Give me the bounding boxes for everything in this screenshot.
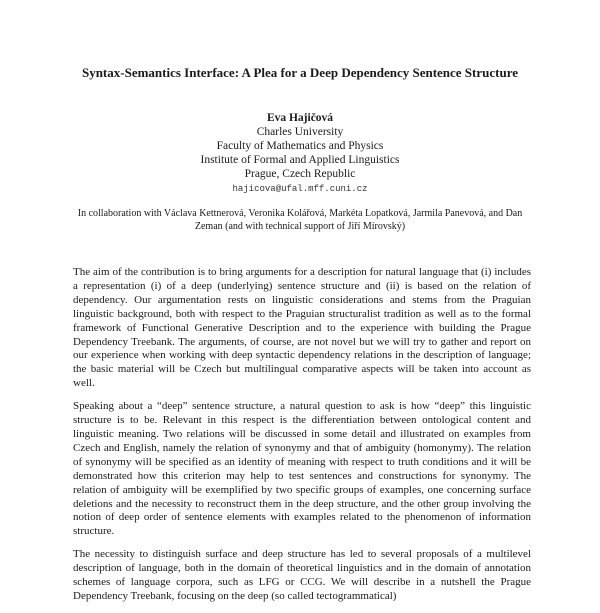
abstract-body [73,266,531,613]
author-name: Eva Hajičová [266,112,334,124]
paper-title: Syntax-Semantics Interface: A Plea for a Deep Dependency Sentence Structure [81,65,519,80]
paragraph: The necessity to distinguish surface and deep structure has led to several proposals of a multilevel description of language, both in the domain of theoretical linguistics and in the domain of annotation schemes of language corpora, such as LFG or CCG. We will describe in a nutshell the Prague Dependency Treebank, focusing on the deep (so called tectogrammatical) [73,548,531,602]
paragraph: The aim of the contribution is to bring arguments for a description for natural language that (i) includes a representation (i) of a deep (underlying) sentence structure and (ii) is based on the relation of dependency. Our argumentation rests on linguistic considerations and stems from the Praguian linguistic background, both with respect to the Praguian structuralist tradition as well as to the formal framework of Functional Generative Description and to the experience with building the Prague Dependency Treebank. The arguments, of course, are not novel but we will try to gather and report on our experience when working with deep syntactic dependency relations in the description of language; the basic material will be Czech but multilingual comparative aspects will be taken into account as well. [73,266,531,390]
affiliation-university: Charles University [256,126,344,138]
author-block [100,111,500,195]
affiliation-location: Prague, Czech Republic [244,168,356,180]
paragraph: Speaking about a “deep” sentence structure, a natural question to ask is how “deep” this linguistic structure is to be. Relevant in this respect is the differentiation between ontological content and linguistic meaning. Two relations will be discussed in some detail and illustrated on examples from Czech and English, namely the relation of synonymy and that of ambiguity (homonymy). The relation of synonymy will be specified as an identity of meaning with respect to truth conditions and it will be demonstrated how this criterion may help to test sentences and constructions for synonymy. The relation of ambiguity will be exemplified by two specific groups of examples, one concerning surface deletions and the necessity to reconstruct them in the deep structure, and the other group involving the notion of deep order of sentence elements with examples related to the phenomenon of information structure. [73,400,531,538]
affiliation-faculty: Faculty of Mathematics and Physics [216,140,384,152]
author-email[interactable]: hajicova@ufal.mff.cuni.cz [232,184,368,194]
affiliation-institute: Institute of Formal and Applied Linguistics [200,154,400,166]
collaboration-note: In collaboration with Václava Kettnerová, Veronika Kolářová, Markéta Lopatková, Jarmila Panevová, and Dan Zeman (and with technical support of Jiří Mírovský) [77,208,523,232]
